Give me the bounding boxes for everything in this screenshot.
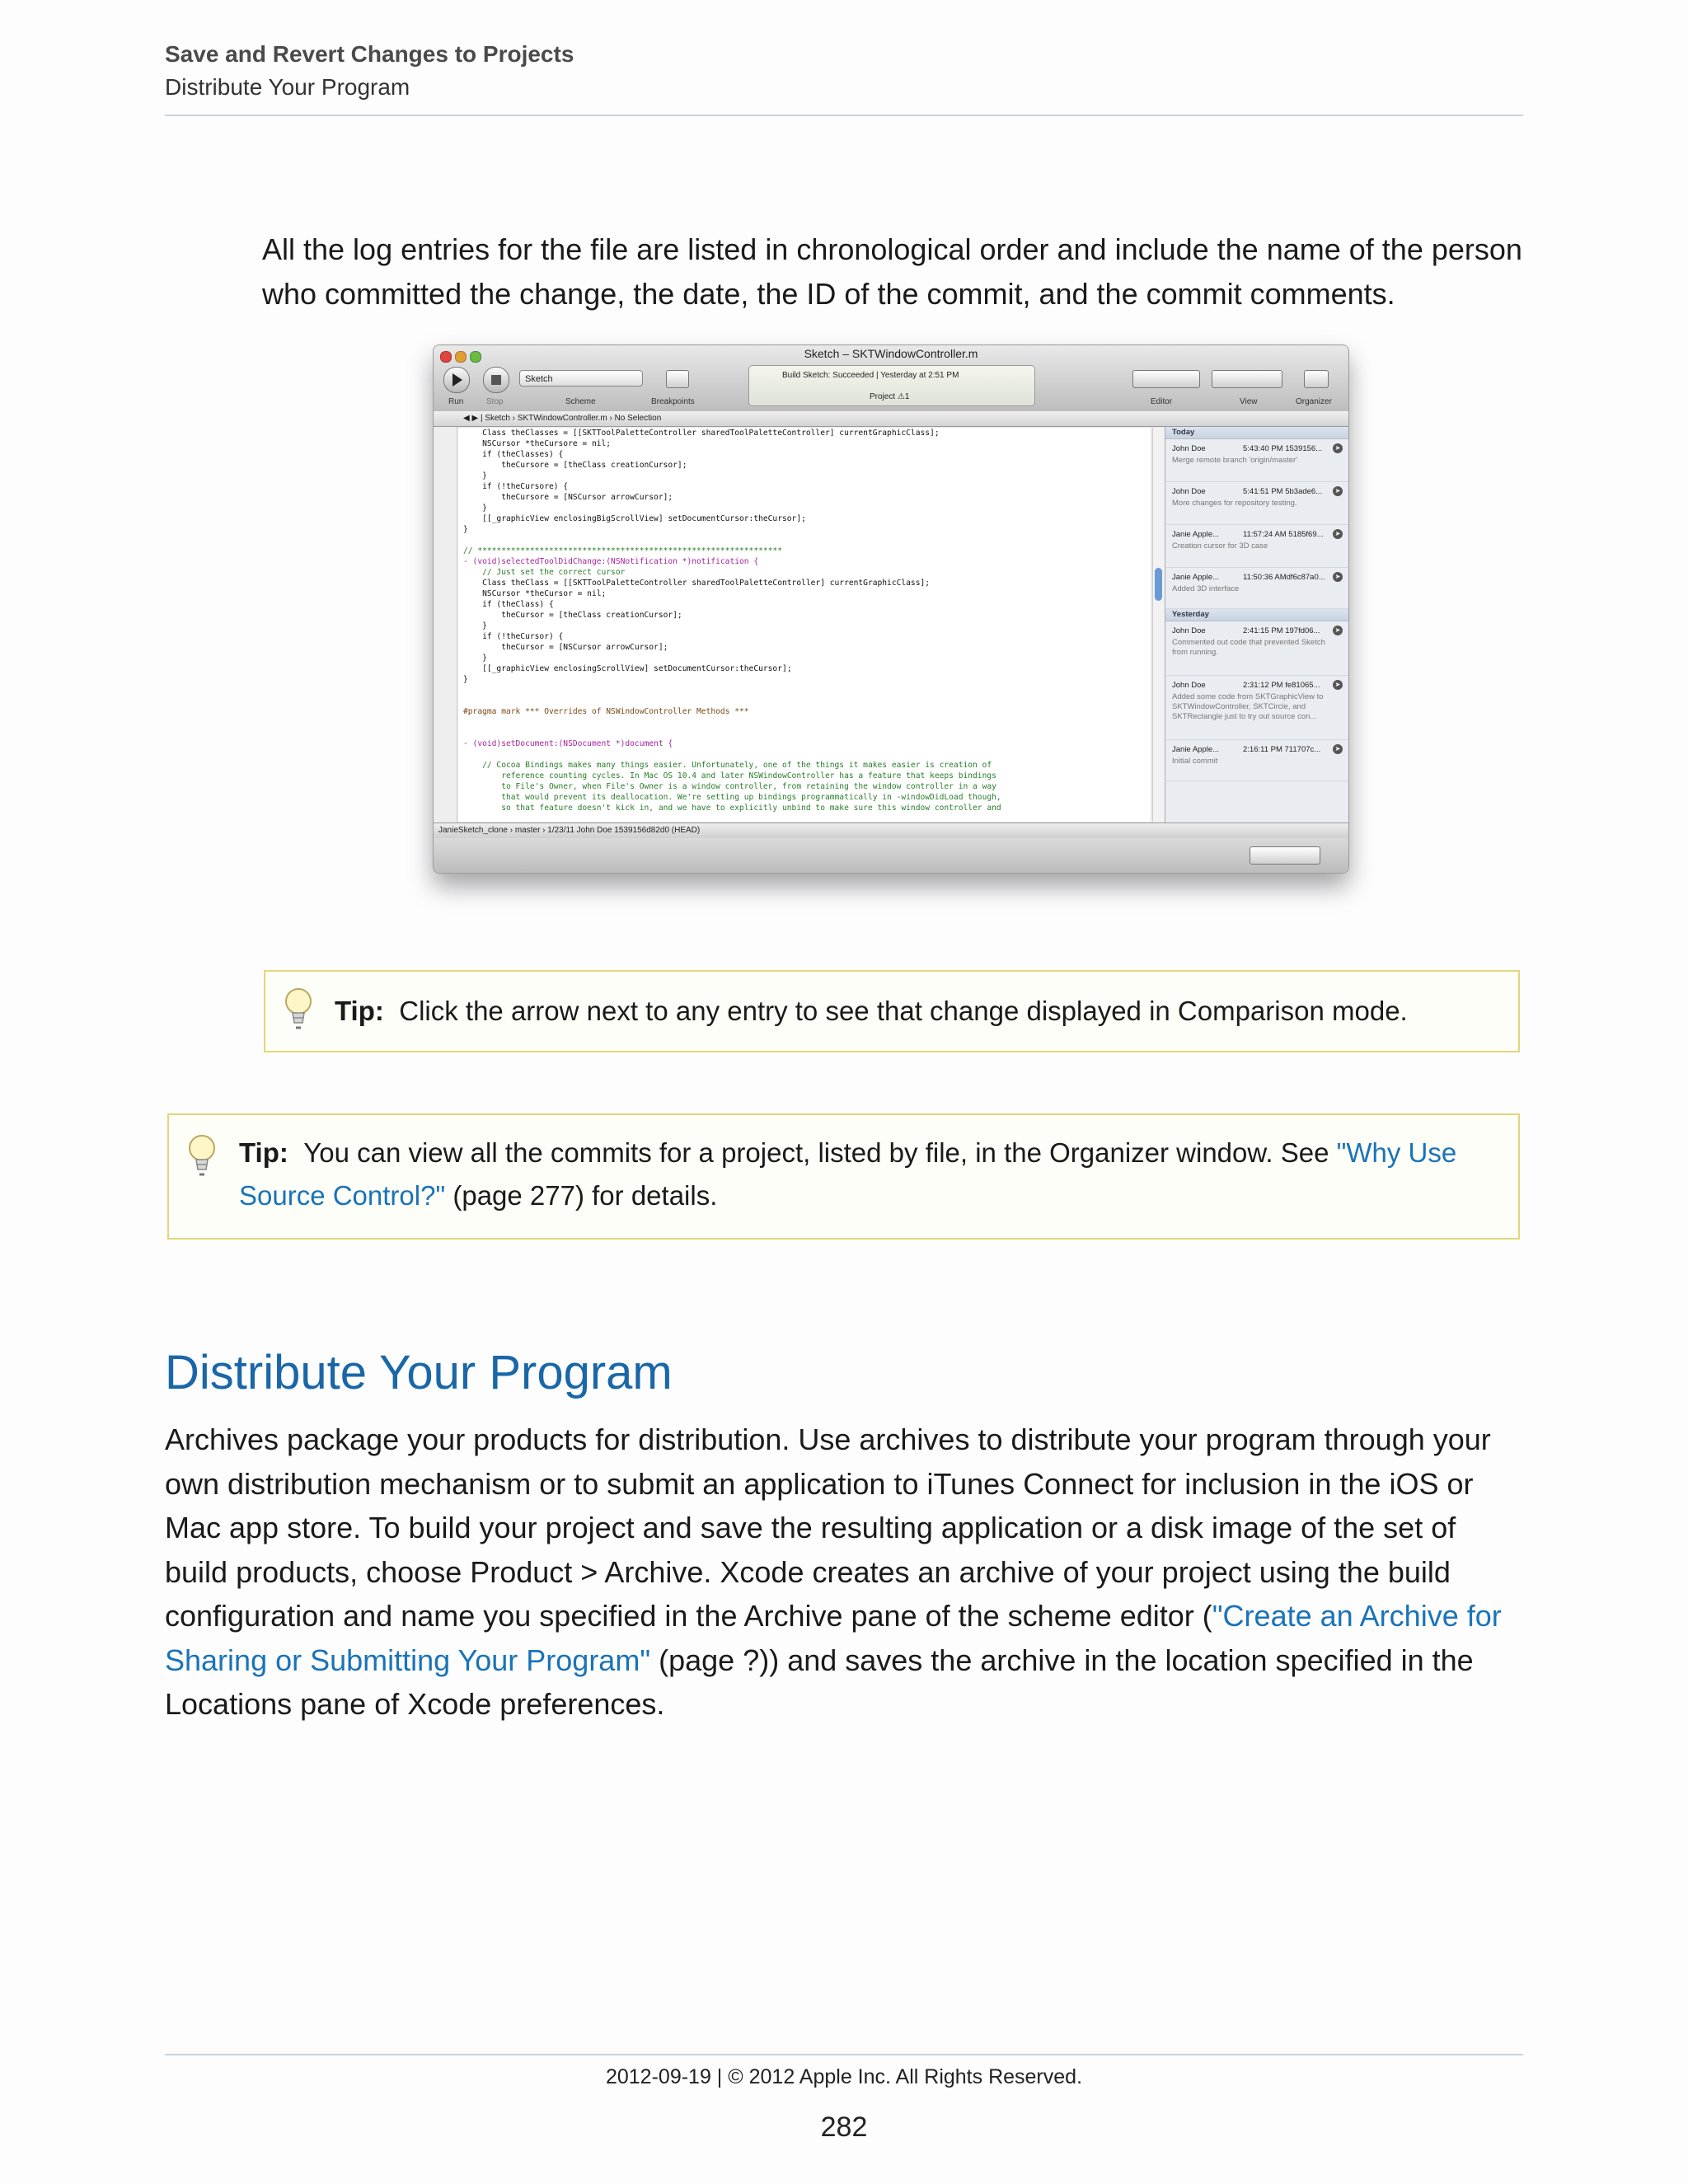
editor-gutter — [434, 427, 457, 823]
code-line: } — [463, 654, 487, 663]
log-author: John Doe — [1172, 444, 1206, 453]
log-group-today: Today — [1165, 427, 1349, 439]
code-line: } — [463, 504, 487, 513]
code-line: #pragma mark *** Overrides of NSWindowController Methods *** — [463, 707, 749, 716]
window-title: Sketch – SKTWindowController.m — [804, 347, 978, 360]
log-time-commit: 5:43:40 PM 1539156... — [1243, 444, 1323, 453]
play-icon — [452, 373, 462, 387]
stop-button — [483, 367, 509, 393]
jump-bar — [434, 411, 1348, 427]
log-message: Added 3D interface — [1172, 584, 1240, 593]
log-entry — [1165, 621, 1349, 676]
source-status-bar — [434, 823, 1348, 838]
arrow-right-icon: ➤ — [1333, 529, 1343, 539]
tip-callout-1 — [264, 970, 1520, 1052]
tip-callout-2 — [167, 1113, 1520, 1240]
body-text-end: (page ?)) and saves the archive in the location specified in the Locations pane of Xcode preferences. — [165, 1643, 1474, 1721]
organizer-button — [1304, 370, 1329, 388]
page-number: 282 — [820, 2111, 868, 2143]
build-status: Build Sketch: Succeeded | Yesterday at 2:51 PM — [782, 371, 959, 380]
arrow-right-icon: ➤ — [1333, 572, 1343, 582]
running-header — [165, 38, 1523, 104]
editor-segmented-control — [1132, 370, 1200, 388]
organizer-label: Organizer — [1296, 397, 1332, 406]
editor-scrollbar — [1152, 428, 1165, 822]
code-line: - (void)setDocument:(NSDocument *)document { — [463, 739, 673, 748]
code-line: theCursore = [NSCursor arrowCursor]; — [463, 493, 673, 502]
footer-copyright: 2012-09-19 | © 2012 Apple Inc. All Rights Reserved. — [605, 2065, 1083, 2088]
log-author: John Doe — [1172, 626, 1206, 635]
code-line — [458, 535, 1151, 546]
chapter-title: Save and Revert Changes to Projects — [165, 41, 574, 67]
arrow-right-icon: ➤ — [1333, 486, 1343, 496]
tip-1-body: Click the arrow next to any entry to see that change displayed in Comparison mode. — [399, 996, 1408, 1026]
create-archive-link[interactable]: "Create an Archive for Sharing or Submitting Your Program" — [165, 1599, 1502, 1677]
code-line: NSCursor *theCursor = nil; — [463, 589, 607, 598]
code-line: theCursore = [theClass creationCursor]; — [463, 461, 687, 470]
body-paragraph — [165, 1418, 1526, 1727]
code-line: } — [463, 621, 487, 630]
code-line: [[_graphicView enclosingScrollView] setDocumentCursor:theCursor]; — [463, 664, 792, 673]
tip-2-label: Tip: — [239, 1137, 288, 1168]
log-time-commit: 11:50:36 AMdf6c87a0... — [1243, 573, 1325, 582]
run-label: Run — [448, 397, 464, 406]
window-toolbar — [434, 345, 1348, 412]
arrow-right-icon: ➤ — [1333, 744, 1343, 754]
view-segmented-control — [1212, 370, 1282, 388]
footer-divider — [165, 2054, 1523, 2055]
window-bottom-bar — [434, 838, 1348, 873]
code-line: that would prevent its deallocation. We're setting up bindings programmatically in -windowDidLoad though, — [463, 793, 1001, 802]
arrow-right-icon: ➤ — [1333, 443, 1343, 453]
stop-label: Stop — [486, 397, 504, 406]
code-line: so that feature doesn't kick in, and we have to explicitly unbind to make sure this window controller and — [463, 804, 1001, 813]
comparison-mode-buttons — [1250, 846, 1320, 865]
project-issues: Project ⚠1 — [870, 392, 910, 401]
log-author: Janie Apple... — [1172, 573, 1220, 582]
log-entry — [1165, 482, 1349, 525]
jump-bar-path: ◀ ▶ | Sketch › SKTWindowController.m › No Selection — [463, 414, 662, 423]
header-divider — [165, 115, 1523, 116]
code-line: if (!theCursor) { — [463, 632, 564, 641]
log-time-commit: 5:41:51 PM 5b3ade6... — [1243, 487, 1323, 496]
run-button — [443, 367, 470, 393]
code-line: if (theClasses) { — [463, 450, 564, 459]
log-author: Janie Apple... — [1172, 530, 1220, 539]
log-entry — [1165, 676, 1349, 740]
code-line: // Just set the correct cursor — [463, 568, 626, 577]
activity-viewer — [748, 365, 1035, 406]
code-line: Class theClass = [[SKTToolPaletteController sharedToolPaletteController] currentGraphicClass]; — [463, 579, 931, 588]
breakpoints-label: Breakpoints — [651, 397, 695, 406]
code-line — [458, 728, 1151, 738]
log-entry — [1165, 568, 1349, 609]
log-author: Janie Apple... — [1172, 745, 1220, 754]
log-time-commit: 2:16:11 PM 711707c... — [1243, 745, 1321, 754]
tip-2-body-end: (page 277) for details. — [445, 1180, 718, 1211]
code-line: if (!theCursore) { — [463, 482, 569, 491]
code-line — [458, 717, 1151, 728]
lightbulb-icon — [185, 1132, 218, 1181]
log-time-commit: 11:57:24 AM 5185f69... — [1243, 530, 1324, 539]
log-message: More changes for repository testing. — [1172, 499, 1297, 508]
code-line: } — [463, 471, 487, 480]
source-editor — [458, 428, 1151, 822]
log-message: Initial commit — [1172, 757, 1218, 766]
code-line: NSCursor *theCursore = nil; — [463, 439, 612, 448]
code-line: reference counting cycles. In Mac OS 10.4 and later NSWindowController has a feature that keeps bindings — [463, 771, 996, 780]
section-heading: Distribute Your Program — [165, 1346, 673, 1399]
arrow-right-icon: ➤ — [1333, 626, 1343, 635]
code-line: } — [463, 675, 468, 684]
code-line: // Cocoa Bindings makes many things easier. Unfortunately, one of the things it makes easier is creation of — [463, 761, 992, 770]
arrow-right-icon: ➤ — [1333, 680, 1343, 690]
tip-1-text — [335, 990, 1505, 1033]
body-text: Archives package your products for distribution. Use archives to distribute your program through your own distribution mechanism or to submit an application to iTunes Connect for inclusion in the iOS or Mac app store. To build your project and save the resulting application or a disk image of the set of build products, choose Product > Archive. Xcode creates an archive of your project using the build configuration and name you specified in the Archive pane of the scheme editor ( — [165, 1422, 1491, 1633]
code-line: - (void)selectedToolDidChange:(NSNotification *)notification { — [463, 557, 759, 566]
breakpoints-button — [666, 370, 689, 388]
code-line: } — [463, 525, 468, 534]
section-title: Distribute Your Program — [165, 74, 410, 100]
stop-icon — [491, 375, 501, 385]
editor-label: Editor — [1151, 397, 1173, 406]
tip-1-label: Tip: — [335, 996, 384, 1026]
code-line — [458, 749, 1151, 760]
intro-paragraph: All the log entries for the file are listed in chronological order and include the name of the person who committed the change, the date, the ID of the commit, and the commit comments. — [262, 232, 1522, 311]
code-line: // **************************************************************** — [463, 546, 782, 555]
code-line: if (theClass) { — [463, 600, 554, 609]
why-use-source-control-link[interactable]: "Why Use Source Control?" — [239, 1137, 1457, 1211]
code-line: Class theClasses = [[SKTToolPaletteController sharedToolPaletteController] currentGraphicClass]; — [463, 429, 940, 438]
log-author: John Doe — [1172, 487, 1206, 496]
log-time-commit: 2:31:12 PM fe81065... — [1243, 681, 1320, 690]
version-log-panel — [1165, 427, 1349, 823]
log-message: Creation cursor for 3D case — [1172, 541, 1268, 551]
xcode-window-screenshot — [433, 344, 1349, 874]
log-time-commit: 2:41:15 PM 197fd06... — [1243, 626, 1320, 635]
log-entry — [1165, 525, 1349, 568]
code-line — [458, 685, 1151, 696]
code-line: theCursor = [theClass creationCursor]; — [463, 611, 682, 620]
code-line: theCursor = [NSCursor arrowCursor]; — [463, 643, 668, 652]
log-message: Added some code from SKTGraphicView to SKTWindowController, SKTCircle, and SKTRectangle just to try out source con... — [1172, 692, 1324, 721]
commit-status-text: JanieSketch_clone › master › 1/23/11 John Doe 1539156d82d0 (HEAD) — [438, 826, 701, 835]
scroll-thumb — [1155, 568, 1162, 601]
scheme-label: Scheme — [565, 397, 596, 406]
tip-2-body: You can view all the commits for a project, listed by file, in the Organizer window. See — [303, 1137, 1337, 1168]
view-label: View — [1240, 397, 1258, 406]
lightbulb-icon — [282, 985, 315, 1034]
tip-2-text — [239, 1132, 1492, 1217]
log-group-yesterday: Yesterday — [1165, 609, 1349, 621]
code-line: [[_graphicView enclosingBigScrollView] setDocumentCursor:theCursor]; — [463, 514, 806, 523]
code-line — [458, 696, 1151, 706]
code-line: to File's Owner, when File's Owner is a window controller, from retaining the window controller in a way — [463, 782, 996, 791]
log-message: Merge remote branch 'origin/master' — [1172, 456, 1297, 465]
log-entry — [1165, 439, 1349, 482]
log-author: John Doe — [1172, 681, 1206, 690]
log-message: Commented out code that prevented Sketch from running. — [1172, 638, 1325, 657]
scheme-popup: Sketch — [519, 370, 643, 387]
log-entry — [1165, 740, 1349, 781]
